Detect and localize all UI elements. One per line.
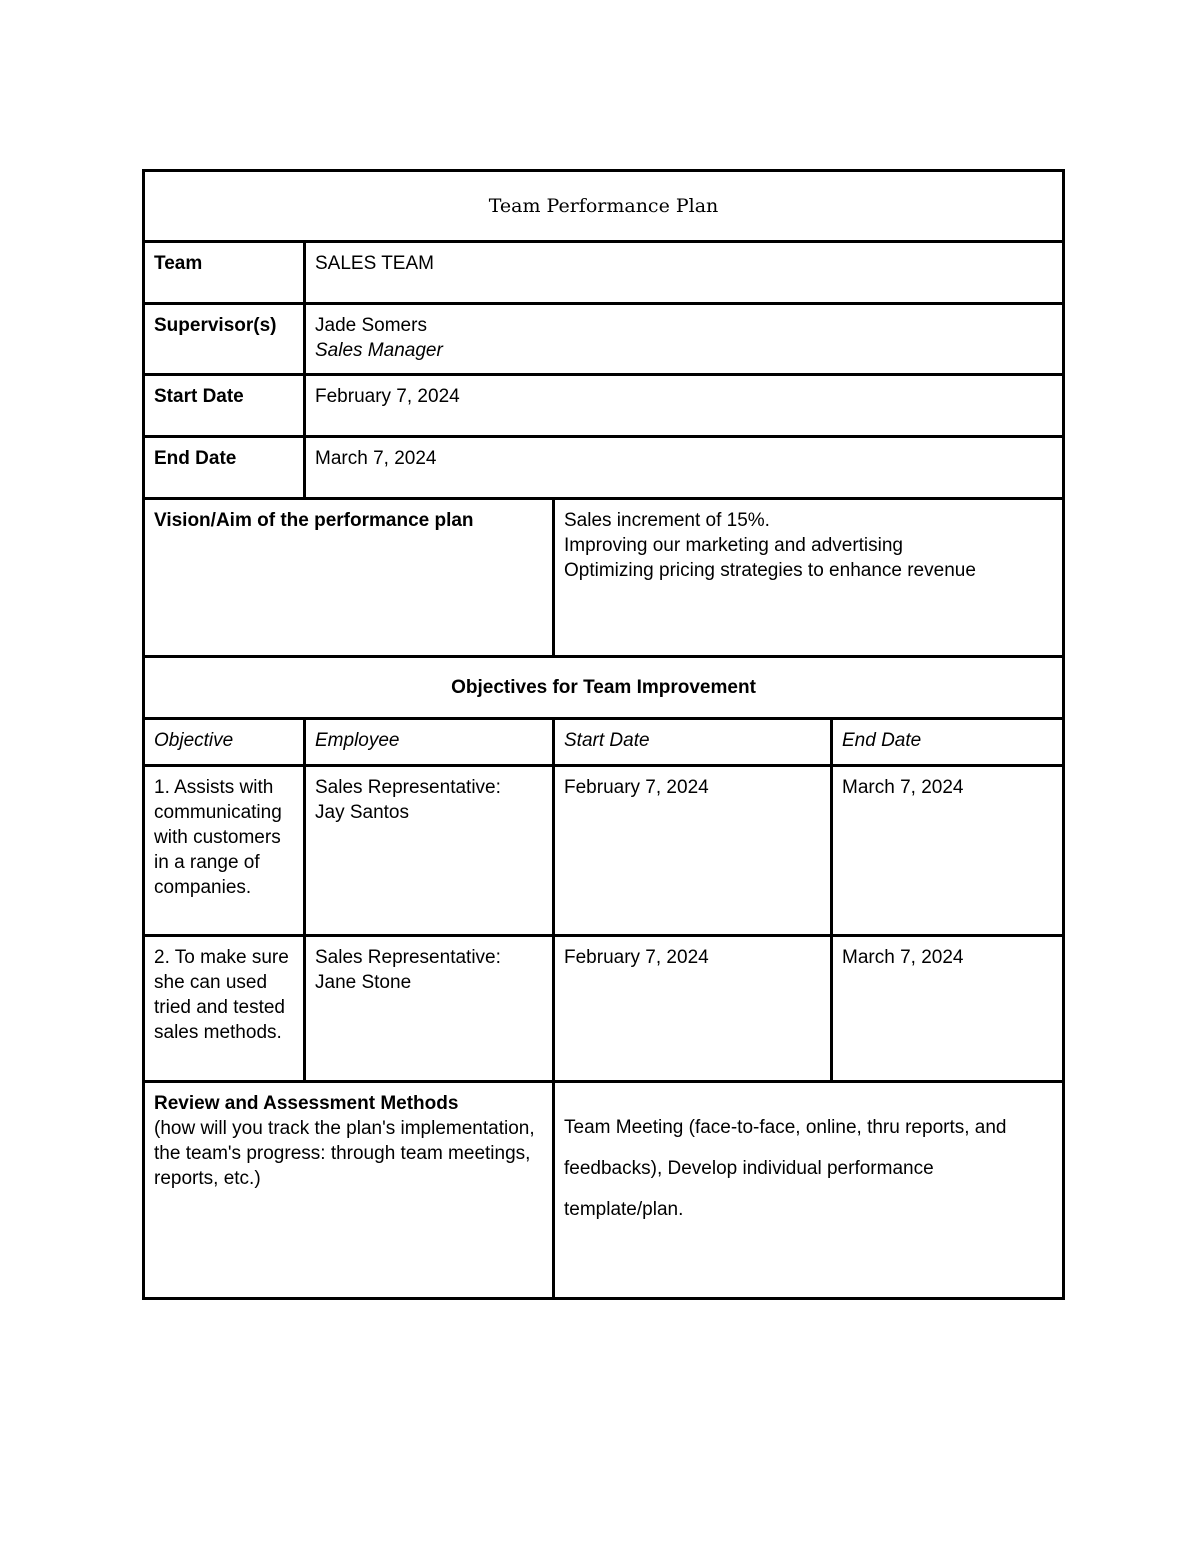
column-header-employee: Employee bbox=[305, 719, 554, 766]
document-page bbox=[142, 169, 1062, 1300]
supervisor-label: Supervisor(s) bbox=[144, 304, 305, 375]
team-value: SALES TEAM bbox=[305, 242, 1064, 304]
end-date-cell: March 7, 2024 bbox=[832, 766, 1064, 936]
review-row bbox=[144, 1082, 1064, 1299]
vision-line: Sales increment of 15%. bbox=[564, 510, 770, 531]
objectives-header-row bbox=[144, 719, 1064, 766]
column-header-objective: Objective bbox=[144, 719, 305, 766]
supervisor-name: Jade Somers bbox=[315, 315, 427, 336]
start-date-row bbox=[144, 375, 1064, 437]
employee-role: Sales Representative: bbox=[315, 947, 501, 968]
end-date-cell: March 7, 2024 bbox=[832, 936, 1064, 1082]
start-date-cell: February 7, 2024 bbox=[554, 766, 832, 936]
team-label: Team bbox=[144, 242, 305, 304]
objective-cell: 1. Assists with communicating with customers in a range of companies. bbox=[144, 766, 305, 936]
column-header-end-date: End Date bbox=[832, 719, 1064, 766]
column-header-start-date: Start Date bbox=[554, 719, 832, 766]
table-row bbox=[144, 766, 1064, 936]
employee-cell bbox=[305, 936, 554, 1082]
employee-name: Jane Stone bbox=[315, 972, 412, 993]
start-date-cell: February 7, 2024 bbox=[554, 936, 832, 1082]
review-label: Review and Assessment Methods bbox=[154, 1093, 459, 1114]
team-row bbox=[144, 242, 1064, 304]
document-title: Team Performance Plan bbox=[144, 171, 1064, 242]
employee-name: Jay Santos bbox=[315, 802, 409, 823]
objectives-heading: Objectives for Team Improvement bbox=[144, 657, 1064, 719]
review-label-cell bbox=[144, 1082, 554, 1299]
employee-role: Sales Representative: bbox=[315, 777, 501, 798]
objectives-heading-row bbox=[144, 657, 1064, 719]
objective-cell: 2. To make sure she can used tried and tested sales methods. bbox=[144, 936, 305, 1082]
review-value: Team Meeting (face-to-face, online, thru reports, and feedbacks), Develop individual performance template/plan. bbox=[554, 1082, 1064, 1299]
supervisor-row bbox=[144, 304, 1064, 375]
review-sublabel: (how will you track the plan's implementation, the team's progress: through team meetings, reports, etc.) bbox=[154, 1118, 535, 1189]
start-date-value: February 7, 2024 bbox=[305, 375, 1064, 437]
vision-label: Vision/Aim of the performance plan bbox=[144, 499, 554, 657]
vision-line: Optimizing pricing strategies to enhance revenue bbox=[564, 560, 976, 581]
vision-value bbox=[554, 499, 1064, 657]
performance-plan-table bbox=[142, 169, 1065, 1300]
end-date-value: March 7, 2024 bbox=[305, 437, 1064, 499]
table-row bbox=[144, 936, 1064, 1082]
title-row bbox=[144, 171, 1064, 242]
vision-row bbox=[144, 499, 1064, 657]
vision-line: Improving our marketing and advertising bbox=[564, 535, 904, 556]
end-date-row bbox=[144, 437, 1064, 499]
supervisor-role: Sales Manager bbox=[315, 340, 443, 361]
start-date-label: Start Date bbox=[144, 375, 305, 437]
employee-cell bbox=[305, 766, 554, 936]
end-date-label: End Date bbox=[144, 437, 305, 499]
supervisor-value bbox=[305, 304, 1064, 375]
